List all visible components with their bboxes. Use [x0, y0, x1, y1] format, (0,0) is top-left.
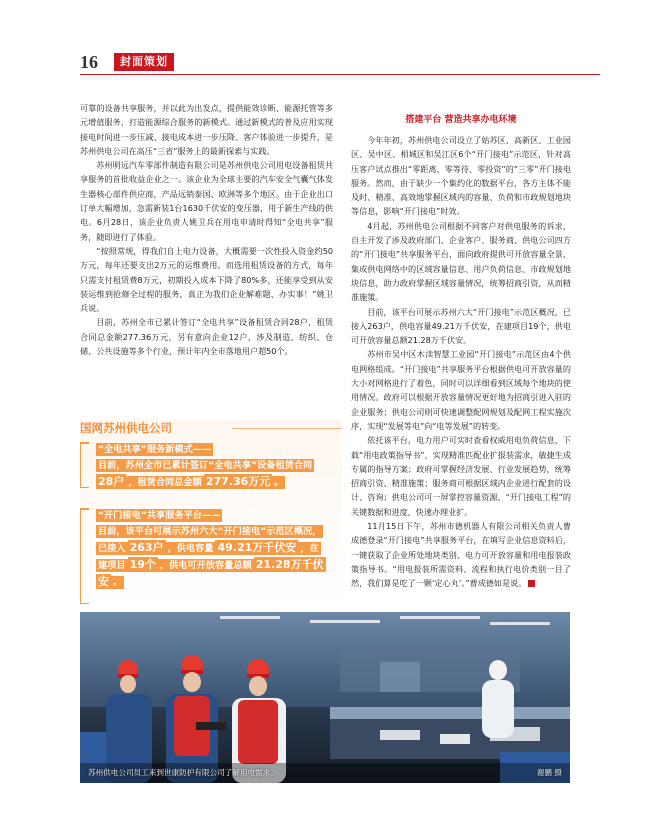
stat-value: 263户 — [129, 541, 164, 554]
paragraph: “按照常规，得我们自上电力设备，大概需要一次性投入资金约50万元，每年还要支出2万元的运维费用。而选用租赁设备的方式，每年只需支付租赁费8万元，初期投入成本下降了80%多，还能享受到从安装运维到抢修全过程的服务，真正为我们企业解难题、办实事！”姚卫兵说。 — [80, 245, 333, 314]
info-box-title: 国网苏州供电公司 — [80, 421, 172, 435]
info-item-shared-service: “全电共享”服务新模式—— 目前，苏州全市已累计签订“全电共享”设备租赁合同28户 ，租赁合同总金额 277.36万元 。 — [98, 444, 313, 488]
paragraph: 目前，该平台可展示苏州六大“开门接电”示范区概况，已接入263户，供电容量49.21万千伏安，在建项目19个，供电可开放容量总额21.28万千伏安。 — [351, 306, 571, 346]
paragraph: 苏州市吴中区木渎智慧工业园“开门接电”示范区由4个供电网格组成。“开门接电”共享服务平台根据供电可开放容量的大小对网格进行了着色，同时可以详细看到区域每个地块的使用情况。政府可以根据开放容量情况更好地为招商引进入驻的企业服务；供电公司则可快速调整配网规划及配网工程实施次序，实现“发展等电”向“电等发展”的转变。 — [351, 349, 571, 431]
info-title-divider — [232, 428, 342, 429]
bracket-decoration — [80, 442, 91, 488]
bracket-decoration — [80, 508, 91, 604]
section-heading: 搭建平台 营造共享办电环境 — [405, 115, 517, 125]
stat-value: 277.36万元 — [205, 475, 271, 488]
info-lead: “开门接电”共享服务平台—— — [98, 510, 221, 521]
info-lead: “全电共享”服务新模式—— — [98, 444, 212, 455]
page-number: 16 — [80, 52, 98, 72]
photo-credit: 谢鹏 摄 — [536, 768, 562, 777]
header-divider — [80, 74, 600, 75]
section-tag: 封面策划 — [114, 53, 174, 71]
info-box — [80, 420, 342, 613]
left-column — [80, 101, 333, 358]
paragraph: 苏州明远汽车零部件制造有限公司是苏州供电公司用电设备租赁共享服务的首批收益企业之一。该企业为全球主要的汽车安全气囊气体发生器核心部件供应商，产品远销泰国、欧洲等多个地区。由于企业出口订单大幅增加，急需新装1台1630千伏安的变压器，用于新生产线的供电。6月28日，该企业负责人姚卫兵在用电申请时得知“全电共享”服务，随即进行了体验。 — [80, 160, 333, 242]
photo-caption: 苏州供电公司员工来到世康防护有限公司了解用电需求。 — [88, 768, 278, 777]
factory-workers-illustration — [80, 612, 570, 783]
info-item-platform: “开门接电”共享服务平台—— 目前，该平台可展示苏州六大“开门接电”示范区概况，已接入 263户 ，供电容量 49.21万千伏安 ，在建项目 19个 ，供电可开放容量总额 21.28万千伏安 。 — [98, 510, 324, 588]
stat-value: 19个 — [129, 558, 156, 571]
paragraph: 依托该平台，电力用户可实时查看权威用电负荷信息，下载“用电政策指导书”，实现精准匹配业扩报装需求，敏捷生成专属的指导方案；政府可掌握经济发展、行业发展趋势，统筹招商引资、精准施策；服务商可根据区域内企业进行配套的设计、咨询；供电公司可一屏掌控容量资源、“开门接电工程”的关键数据和进度，快速办理业扩。 — [351, 435, 571, 517]
stat-value: 28户 — [98, 475, 125, 488]
right-column — [351, 133, 571, 591]
page-header — [80, 52, 600, 72]
stat-value: 49.21万千伏安 — [217, 541, 297, 554]
feature-photo — [80, 612, 570, 783]
end-mark-icon — [528, 580, 535, 587]
paragraph: 4月起，苏州供电公司根据不同客户对供电服务的诉求，自主开发了涉及政府部门、企业客户、服务商、供电公司四方的“开门接电”共享服务平台，面向政府提供可开放容量全景，集成供电网络中的区域容量信息、用户负荷信息、市政规划地块信息，助力政府掌握区域容量情况，统筹招商引资，从而精准施策。 — [351, 220, 571, 303]
stat-value: 21.28万千伏安 — [98, 558, 324, 588]
paragraph: 可靠的设备共享服务，并以此为出发点，提供能效诊断、能源托管等多元增值服务，打造能源综合服务的新模式。通过新模式的普及应用实现接电时间进一步压减、接电成本进一步压降、客户体验进一步提升，是苏州供电公司在高压“三省”服务上的最新探索与实践。 — [80, 103, 333, 156]
paragraph-last: 11月15日下午，苏州市德机器人有限公司相关负责人曹成德登录“开门接电”共享服务平台，在填写企业信息资料后，一键获取了企业所处地块类别、电力可开放容量和用电报装政策指导书。“用电报装所需资料、流程和执行电价类别一目了然，我们算是吃了一颗‘定心丸’。”曹成德如是说。 — [351, 521, 571, 589]
paragraph: 目前，苏州全市已累计签订“全电共享”设备租赁合同28户，租赁合同总金额277.36万元，另有意向企业12户，涉及制造、纺织、仓储、公共设施等多个行业，预计年内全市落地用户超50个。 — [80, 317, 333, 357]
paragraph: 今年年初，苏州供电公司设立了姑苏区、高新区、工业园区、吴中区、相城区和吴江区6个“开门接电”示范区，针对高压客户试点推出“零距离、零等待、零投资”的“三零”开门接电服务。然而，由于缺少一个集约化的数据平台，各方主体不能及时、精准、高效地掌握区域内的容量、负荷和市政规划地块等信息，影响“开门接电”时效。 — [351, 135, 571, 217]
